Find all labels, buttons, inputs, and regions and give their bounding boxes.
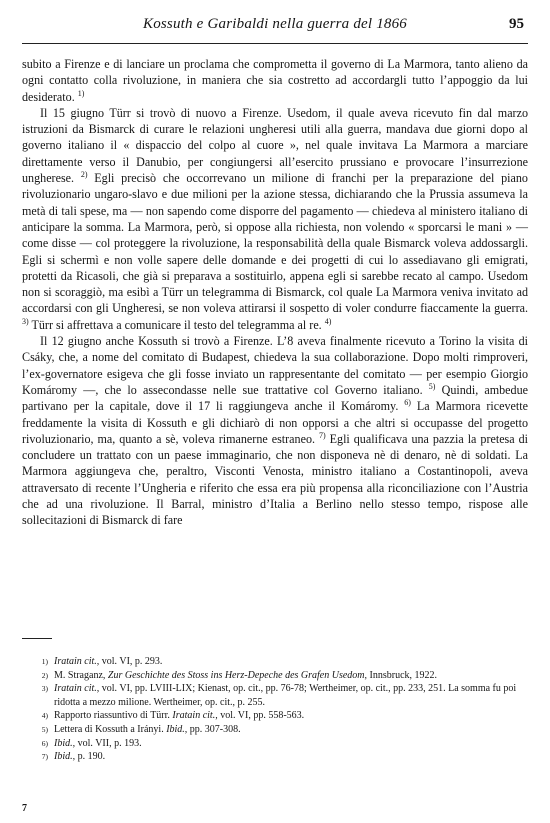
footnote-number: 4) — [41, 711, 48, 721]
page-number: 95 — [509, 16, 524, 32]
footnote-number: 5) — [41, 724, 48, 734]
footnote: 4) Rapporto riassuntivo di Türr. Iratain cit., vol. VI, pp. 558-563. — [22, 709, 528, 723]
footnote-number: 1) — [41, 657, 48, 666]
footnote-ref: 4) — [324, 316, 332, 326]
footnote-number: 7) — [41, 752, 48, 762]
footnote-ref: 5) — [428, 381, 436, 391]
running-title: Kossuth e Garibaldi nella guerra del 1866 — [142, 16, 408, 32]
footnote: 3) Iratain cit., vol. VI, pp. LVIII-LIX; Kienast, op. cit., pp. 76-78; Wertheimer, op. cit., pp. 233, 251. La somma fu poi ridotta a mezzo milione. Wertheimer, op. cit., p. 255. — [22, 682, 528, 709]
footnote-ref: 3) — [22, 316, 29, 326]
footnote: 6) Ibid., vol. VII, p. 193. — [22, 737, 528, 751]
footnote: 5) Lettera di Kossuth a Irányi. Ibid., pp. 307-308. — [22, 723, 528, 737]
page-header — [22, 16, 528, 38]
paragraph: Il 15 giugno Türr si trovò di nuovo a Firenze. Usedom, il quale aveva ricevuto fin dal marzo istruzioni da Bismarck di curare le relazioni ungheresi utili alla guerra, mandava due giorni dopo al governo italiano il « dispaccio del colpo al cuore », nel quale invitava La Marmora a marciare direttamente verso il Danubio, per congiungersi all’esercito prussiano e provocare l’insurrezione ungherese. $^{2)}$ Egli precisò che occorrevano un milione di franchi per la preparazione del piano rivoluzionario ungaro-slavo e due milioni per la azione stessa, dichiarando che la Prussia assumeva la metà di tali spese, ma — non sapendo come disporre del pagamento — chiedeva al ministero italiano di anticipare la somma. La Marmora, però, si oppose alla richiesta, non volendo « sporcarsi le mani » — come disse — col proteggere la rivoluzione, la responsabilità della quale Bismarck voleva addossargli. Egli si schermì e non volle sapere delle domande e dei progetti di cui lo assediavano gli emigrati, protetti da Ricasoli, che già si preparava a sostituirlo, appena egli si sarebbe recato al campo. Usedom non si scoraggiò, ma esibì a Türr un telegramma di Bismarck, col quale La Marmora veniva invitato ad accordarsi con gli Ungheresi, se non voleva attirarsi il sospetto di voler condurre fiaccamente la guerra. $^{3)}$ Türr si affrettava a comunicare il testo del telegramma al re. $^{4)}$ — [22, 105, 528, 332]
paragraph: subito a Firenze e di lanciare un proclama che comprometta il governo di La Marmora, tanto alieno da ogni contatto colla rivoluzione, in maniera che sia costretto ad accordargli tutto l’appoggio da lui desiderato. $^{1)}$ — [22, 57, 528, 104]
footnote-ref: 7) — [319, 430, 326, 440]
footnote-number: 6) — [41, 738, 48, 748]
footnote: 1) Iratain cit., vol. VI, p. 293. — [22, 655, 528, 669]
footnotes — [22, 655, 528, 764]
header-rule — [22, 43, 528, 44]
footnote: 2) M. Straganz, Zur Geschichte des Stoss ins Herz-Depeche des Grafen Usedom, Innsbruck, 1922. — [22, 669, 528, 683]
body-text — [22, 56, 528, 529]
footnote-number: 3) — [41, 684, 48, 694]
footnote-rule — [22, 638, 52, 639]
footnote-ref: 1) — [77, 88, 85, 98]
footnote-number: 2) — [41, 670, 48, 680]
signature-mark: 7 — [22, 803, 27, 814]
footnote-ref: 6) — [404, 398, 411, 408]
footnote-ref: 2) — [80, 170, 88, 180]
footnote: 7) Ibid., p. 190. — [22, 750, 528, 764]
paragraph: Il 12 giugno anche Kossuth si trovò a Firenze. L’8 aveva finalmente ricevuto a Torino la visita di Csáky, che, a nome del comitato di Budapest, chiedeva la sua collaborazione. Dopo molti rimproveri, l’ex-governatore esigeva che gli fosse inviato un rappresentante del comitato — per esempio Giorgio Komáromy —, che lo assecondasse nelle sue trattative col Governo italiano. $^{5)}$ Quindi, ambedue partivano per la capitale, dove il 17 li raggiungeva anche il Komáromy. $^{6)}$ La Marmora ricevette freddamente la visita di Kossuth e gli dichiarò di non opporsi a che altri si occupasse del progetto rivoluzionario, ma, quanto a sè, voleva rimanerne estraneo. $^{7)}$ Egli qualificava una pazzia la pretesa di concludere un trattato con un paese immaginario, che non disponeva nè di denaro, nè di soldati. La Marmora aggiungeva che, peraltro, Visconti Venosta, ministro italiano a Costantinopoli, aveva attraversato di recente l’Ungheria e riferito che essa era più propensa alla riconciliazione con l’Austria che ad una rivoluzione. Il Barral, ministro d’Italia a Berlino nello stesso tempo, rispose alle sollecitazioni di Bismarck di fare — [22, 334, 529, 528]
